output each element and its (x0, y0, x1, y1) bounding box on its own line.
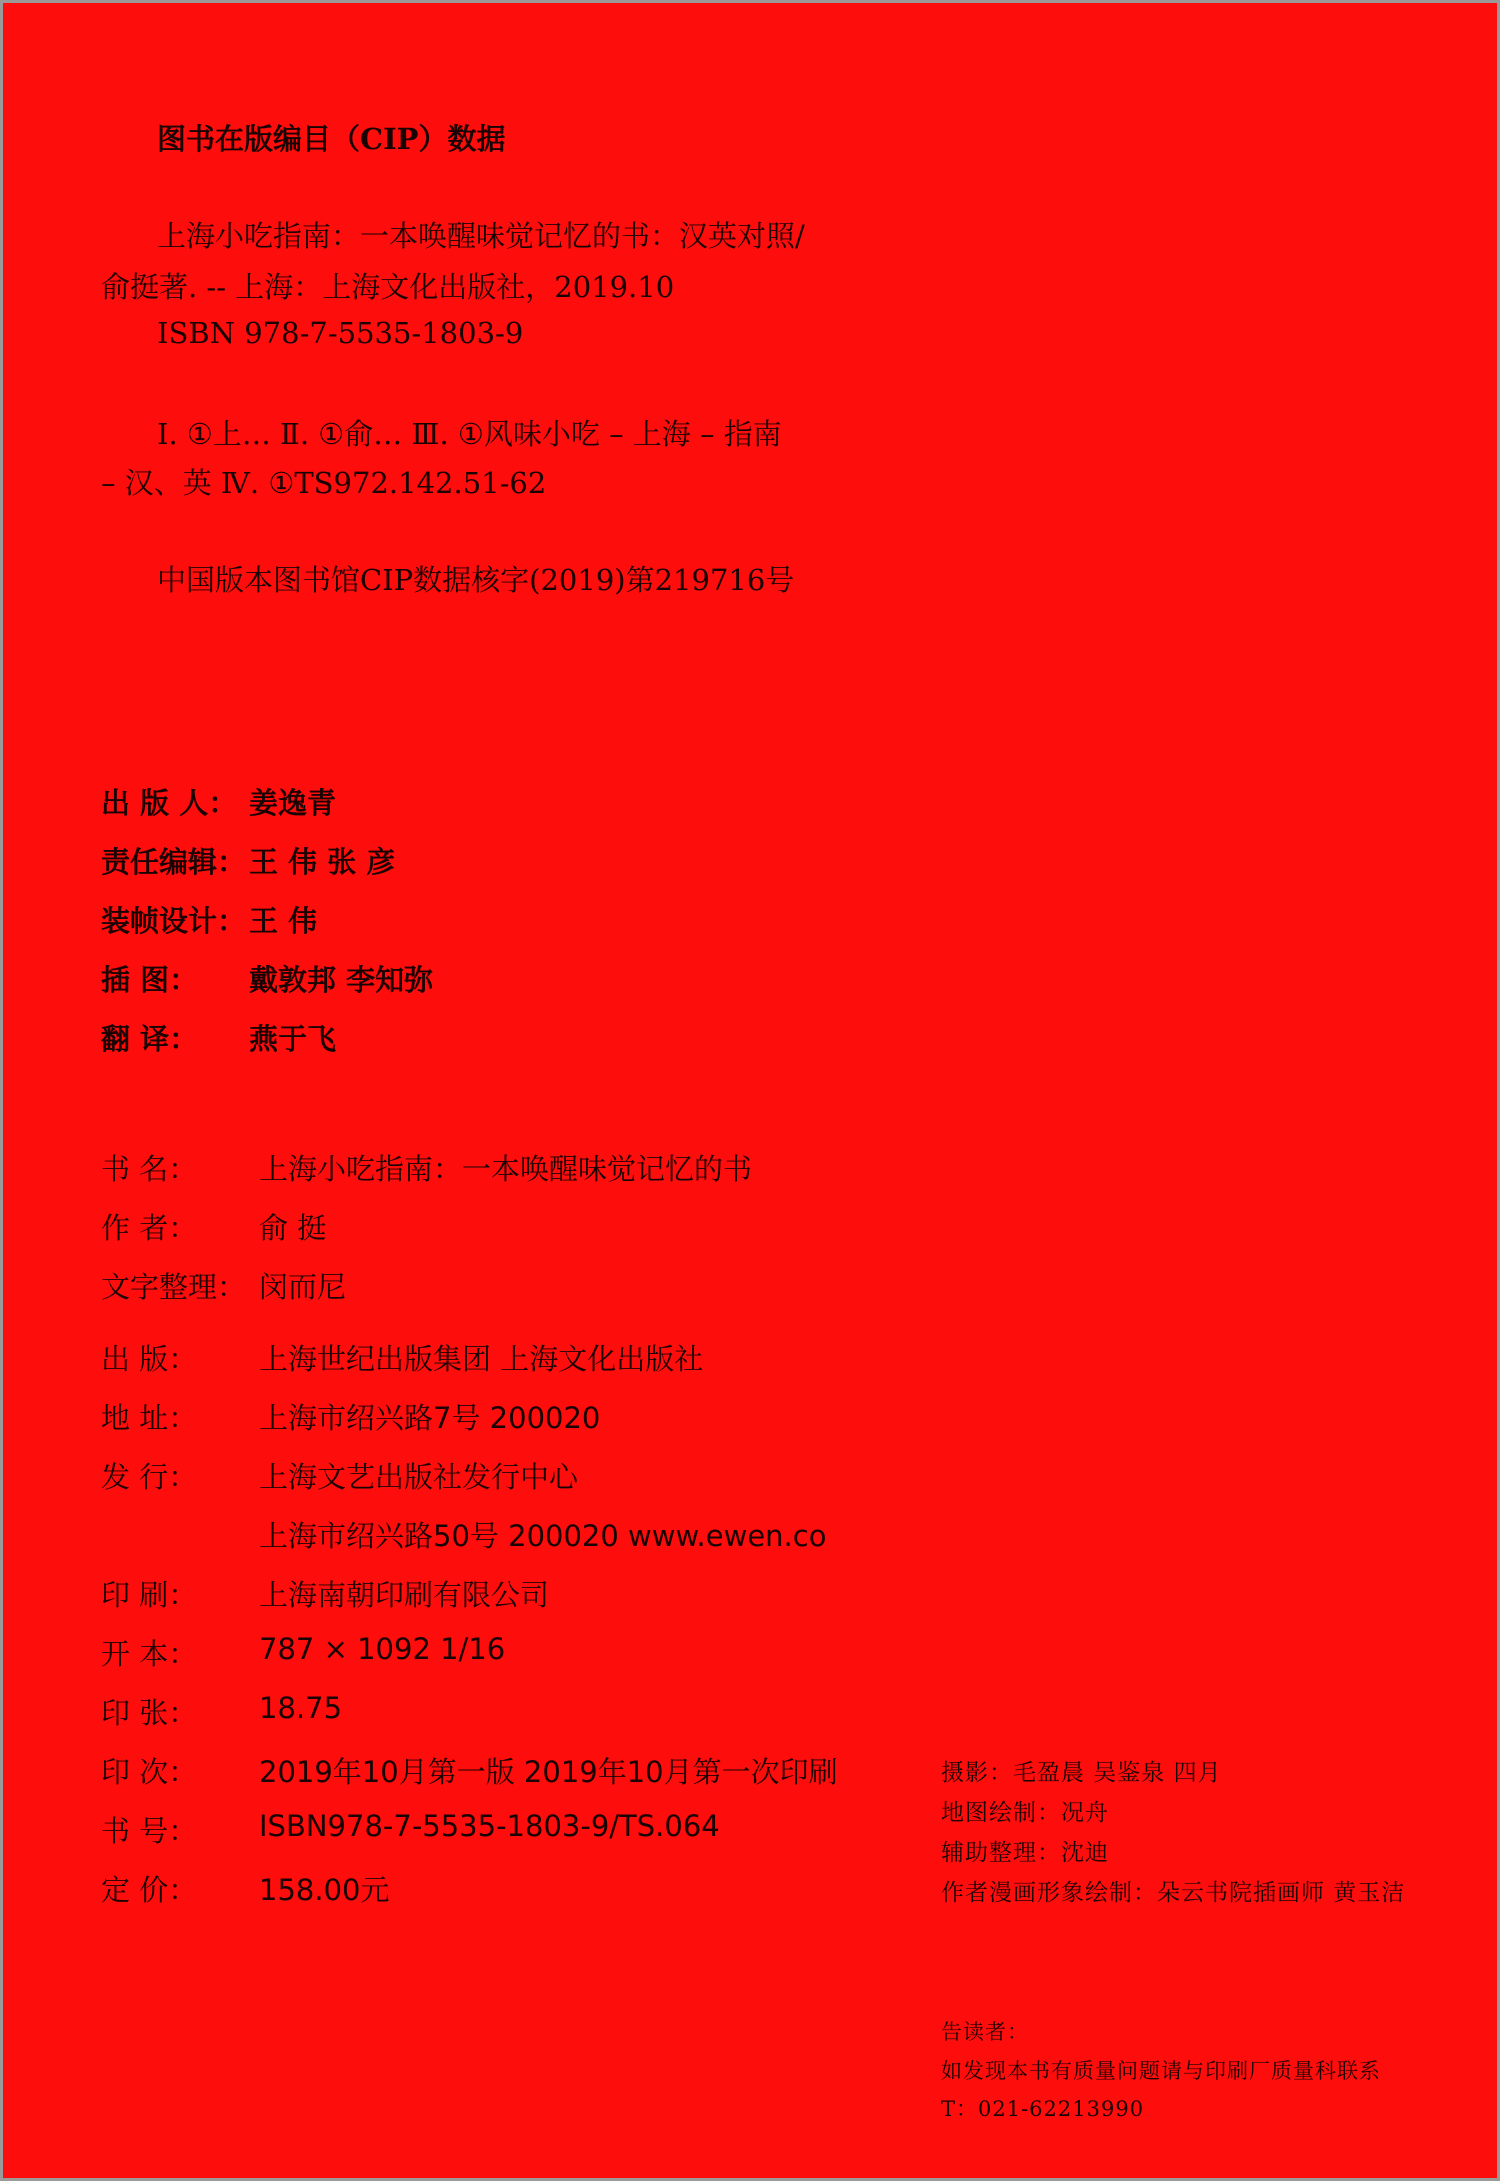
staff-label: 责任编辑： (101, 845, 247, 879)
info-value: 158.00元 (259, 1873, 390, 1907)
info-label: 地 址： (101, 1401, 198, 1435)
cip-classification: – 汉、英 Ⅳ. ①TS972.142.51-62 (101, 466, 547, 500)
info-label: 定 价： (101, 1873, 198, 1907)
info-value: 俞 挺 (259, 1211, 327, 1245)
info-label: 印 次： (101, 1755, 198, 1789)
info-label: 开 本： (101, 1637, 198, 1671)
info-value: 上海文艺出版社发行中心 (259, 1460, 579, 1494)
info-value: ISBN978-7-5535-1803-9/TS.064 (259, 1809, 720, 1843)
info-label: 印 刷： (101, 1578, 198, 1612)
staff-value: 姜逸青 (249, 786, 337, 820)
cip-classification: Ⅰ. ①上… Ⅱ. ①俞… Ⅲ. ①风味小吃 – 上海 – 指南 (157, 417, 782, 451)
info-label: 书 号： (101, 1814, 198, 1848)
info-value: 18.75 (259, 1691, 343, 1725)
info-label: 文字整理： (101, 1270, 247, 1304)
staff-label: 装帧设计： (101, 904, 247, 938)
cip-line: 俞挺著. -- 上海：上海文化出版社，2019.10 (101, 270, 675, 304)
info-value: 2019年10月第一版 2019年10月第一次印刷 (259, 1755, 838, 1789)
cip-line: 上海小吃指南：一本唤醒味觉记忆的书：汉英对照/ (157, 219, 805, 253)
info-value: 上海市绍兴路7号 200020 (259, 1401, 601, 1435)
info-label: 发 行： (101, 1460, 198, 1494)
staff-label: 出 版 人： (101, 786, 238, 820)
credit-caricature: 作者漫画形象绘制：朵云书院插画师 黄玉洁 (941, 1880, 1406, 1906)
info-value: 上海南朝印刷有限公司 (259, 1578, 550, 1612)
staff-value: 王 伟 张 彦 (249, 845, 396, 879)
info-label: 作 者： (101, 1211, 198, 1245)
info-value: 上海小吃指南：一本唤醒味觉记忆的书 (259, 1152, 753, 1186)
info-label: 书 名： (101, 1152, 198, 1186)
credit-map: 地图绘制：况舟 (941, 1800, 1109, 1826)
staff-value: 戴敦邦 李知弥 (249, 963, 434, 997)
info-value: 787 × 1092 1/16 (259, 1632, 506, 1666)
credit-photography: 摄影：毛盈晨 吴鉴泉 四月 (941, 1760, 1222, 1786)
cip-record-number: 中国版本图书馆CIP数据核字(2019)第219716号 (157, 563, 795, 597)
info-label: 印 张： (101, 1696, 198, 1730)
staff-label: 翻 译： (101, 1022, 199, 1056)
info-label: 出 版： (101, 1342, 198, 1376)
info-value: 上海世纪出版集团 上海文化出版社 (259, 1342, 704, 1376)
notice-phone: T：021-62213990 (941, 2097, 1145, 2121)
cip-isbn: ISBN 978-7-5535-1803-9 (157, 316, 524, 350)
notice-heading: 告读者： (941, 2020, 1029, 2044)
staff-value: 王 伟 (249, 904, 318, 938)
credit-assistant: 辅助整理：沈迪 (941, 1840, 1109, 1866)
staff-value: 燕于飞 (249, 1022, 337, 1056)
notice-body: 如发现本书有质量问题请与印刷厂质量科联系 (941, 2059, 1381, 2083)
staff-label: 插 图： (101, 963, 199, 997)
info-value: 闵而尼 (259, 1270, 347, 1304)
info-value: 上海市绍兴路50号 200020 www.ewen.co (259, 1519, 827, 1553)
cip-title: 图书在版编目（CIP）数据 (157, 122, 506, 156)
